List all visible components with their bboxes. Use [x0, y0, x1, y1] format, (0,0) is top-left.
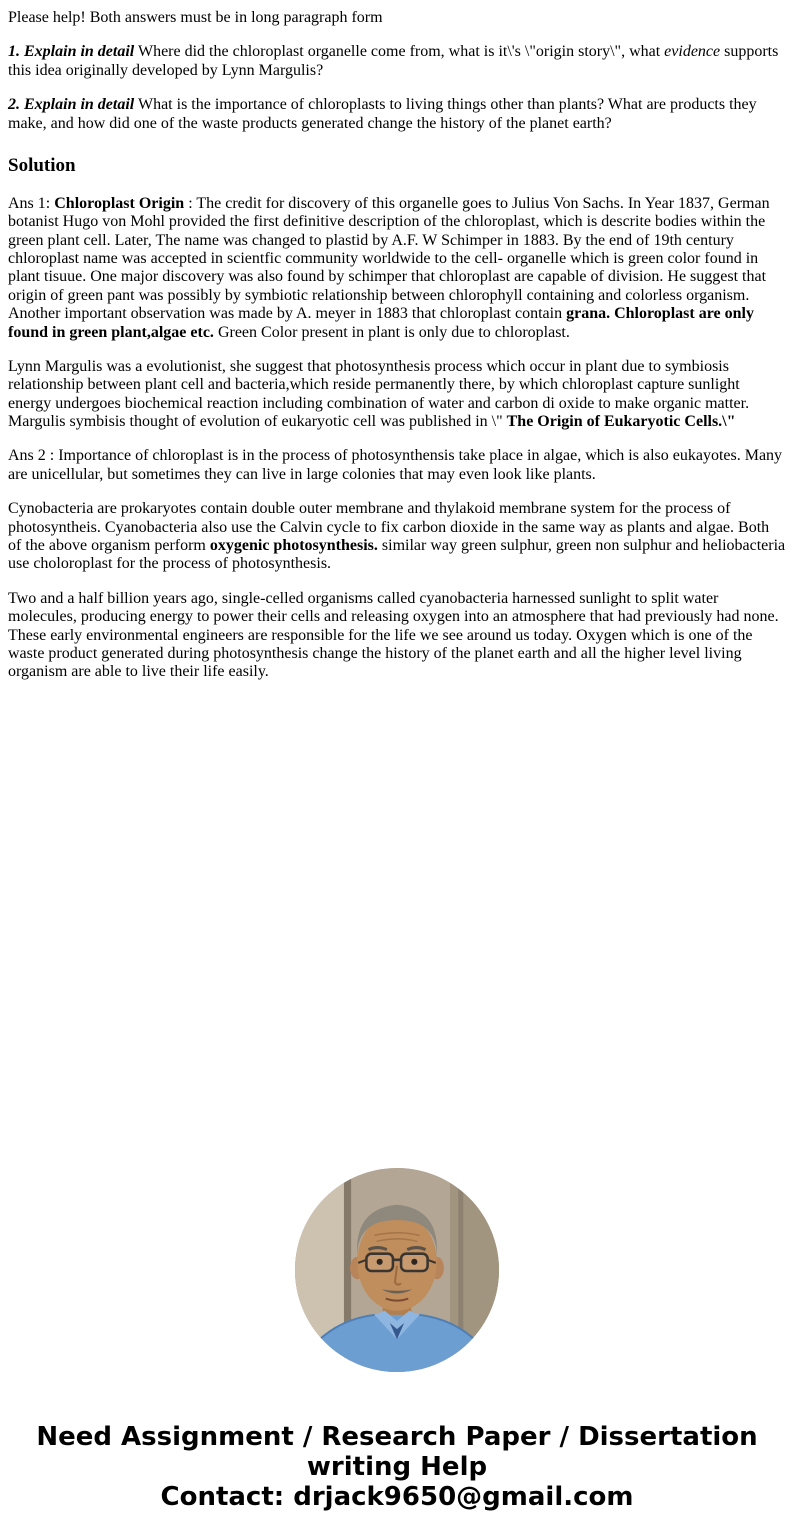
tutor-portrait-illustration	[295, 1168, 499, 1372]
oxygenic-photosynthesis-bold: oxygenic photosynthesis.	[209, 537, 378, 555]
question-2-label: 2. Explain in detail	[8, 96, 135, 114]
answer-2-lead-text: Ans 2 : Importance of chloroplast is in the process of photosynthensis take place in algae, which is also eukayotes. Many are unicellular, but sometimes they can live in large colonies that may even look like plants.	[8, 447, 783, 483]
answer-1-tail: Green Color present in plant is only due to chloroplast.	[217, 323, 570, 341]
answer-1-bold-title: Chloroplast Origin	[54, 194, 185, 212]
answer-1-body: : The credit for discovery of this organelle goes to Julius Von Sachs. In Year 1837, German botanist Hugo von Mohl provided the first definitive description of the chloroplast, which is descrite bodies within the green plant cell. Later, The name was changed to plastid by A.F. W Schimper in 1883. By the end of 19th century chloroplast name was accepted in scientfic community worldwide to the cell- organelle which is green color found in plant tisuue. One major discovery was also found by schimper that chloroplast are capable of division. He suggest that origin of green pant was possibly by symbiotic relationship between chlorophyll containing and colorless organism. Another important observation was made by A. meyer in 1883 that chloroplast contain	[8, 194, 770, 323]
margulis-bold-book-title: The Origin of Eukaryotic Cells.\"	[506, 413, 736, 431]
question-1-emphasis: evidence	[664, 43, 721, 61]
intro-text: Please help! Both answers must be in long paragraph form	[8, 9, 383, 26]
cyanobacteria-body: Cynobacteria are prokaryotes contain double outer membrane and thylakoid membrane system for the process of photosyntheis. Cyanobacteria also use the Calvin cycle to fix carbon dioxide in the same way as plants and algae. Both of the above organism perform	[8, 500, 770, 555]
answer-1-bold-grana: grana. Chloroplast are only found in green plant,algae etc.	[8, 305, 754, 341]
answer-1-lead: Ans 1:	[8, 194, 55, 212]
answer-1-paragraph-2	[8, 358, 786, 432]
answer-1-paragraph-1	[8, 195, 786, 342]
cyanobacteria-tail: similar way green sulphur, green non sulphur and heliobacteria use choloroplast for the process of photosynthesis.	[8, 537, 786, 573]
tutor-avatar	[295, 1168, 499, 1372]
promo-footer	[8, 1422, 786, 1512]
promo-heading-line-2: writing Help	[306, 1451, 488, 1482]
question-1-text-pre: Where did the chloroplast organelle come from, what is it\'s \"origin story\", what	[137, 43, 665, 61]
question-2	[8, 96, 786, 133]
oxygen-history-text: Two and a half billion years ago, single-celled organisms called cyanobacteria harnessed sunlight to split water molecules, producing energy to power their cells and releasing oxygen into an atmosphere that had previously had none. These early environmental engineers are responsible for the life we see around us today. Oxygen which is one of the waste product generated during photosynthesis change the history of the planet earth and all the higher level living organism are able to live their life easily.	[8, 589, 779, 681]
answer-2-paragraph-3	[8, 590, 786, 682]
question-1-label: 1. Explain in detail	[8, 43, 135, 61]
promo-contact-email: Contact: drjack9650@gmail.com	[160, 1481, 634, 1512]
question-1	[8, 43, 786, 80]
intro-note	[8, 9, 786, 27]
answer-2-paragraph-2	[8, 500, 786, 574]
promo-heading-line-1: Need Assignment / Research Paper / Dissertation	[36, 1421, 758, 1452]
question-1-text-post: supports this idea originally developed by Lynn Margulis?	[8, 43, 779, 79]
answer-document	[8, 9, 786, 1512]
solution-heading: Solution	[8, 154, 76, 176]
margulis-body: Lynn Margulis was a evolutionist, she suggest that photosynthesis process which occur in plant due to symbiosis relationship between plant cell and bacteria,which reside permanently there, by which chloroplast capture sunlight energy undergoes biochemical reaction including combination of water and carbon di oxide to make organic matter. Margulis symbisis thought of evolution of eukaryotic cell was published in \"	[8, 357, 750, 431]
answer-2-paragraph-1	[8, 447, 786, 484]
question-2-text: What is the importance of chloroplasts to living things other than plants? What are products they make, and how did one of the waste products generated change the history of the planet earth?	[8, 96, 757, 132]
